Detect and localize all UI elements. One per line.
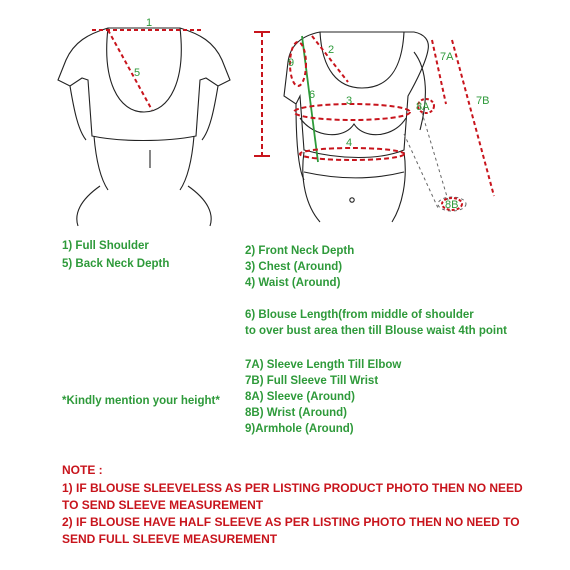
- front-waistband: [304, 172, 404, 178]
- label-full-shoulder: 1: [146, 17, 153, 29]
- legend-waist: 4) Waist (Around): [245, 277, 341, 289]
- legend-wrist: 8B) Wrist (Around): [245, 407, 348, 419]
- blouse-measurement-diagram: [0, 0, 570, 235]
- back-view-figure: [58, 28, 230, 226]
- label-wrist: 8B: [445, 199, 459, 211]
- sleeve-extension: [404, 106, 466, 211]
- label-blouse-length: 6: [309, 89, 316, 101]
- label-armhole: 9: [288, 57, 295, 69]
- sleeve-outline-bottom: [404, 134, 438, 208]
- back-blouse-outline: [58, 28, 230, 141]
- legend-blouse-length: 6) Blouse Length(from middle of shoulder: [245, 309, 474, 321]
- measure-line-front-neck-depth: [312, 36, 348, 82]
- measure-ring-waist: [300, 148, 404, 160]
- legend-full-sleeve: 7B) Full Sleeve Till Wrist: [245, 375, 379, 387]
- back-neckline: [107, 28, 182, 112]
- note-line-2: TO SEND SLEEVE MEASUREMENT: [62, 498, 264, 512]
- note-line-4: SEND FULL SLEEVE MEASUREMENT: [62, 532, 278, 546]
- height-note: *Kindly mention your height*: [62, 395, 220, 407]
- back-torso: [94, 136, 194, 190]
- label-waist: 4: [346, 137, 353, 149]
- label-back-neck-depth: 5: [134, 67, 141, 79]
- sleeve-outline-top: [420, 106, 448, 200]
- note-line-3: 2) IF BLOUSE HAVE HALF SLEEVE AS PER LISTING PHOTO THEN NO NEED TO: [62, 515, 520, 529]
- front-blouse-outline: [284, 32, 428, 158]
- legend-armhole: 9)Armhole (Around): [245, 423, 354, 435]
- legend-sleeve-elbow: 7A) Sleeve Length Till Elbow: [245, 359, 402, 371]
- legend-blouse-length-cont: to over bust area then till Blouse waist 4th point: [245, 325, 507, 337]
- measure-line-back-neck-depth: [108, 30, 152, 110]
- note-line-1: 1) IF BLOUSE SLEEVELESS AS PER LISTING PRODUCT PHOTO THEN NO NEED: [62, 481, 523, 495]
- legend-chest: 3) Chest (Around): [245, 261, 343, 273]
- note-heading: NOTE :: [62, 463, 103, 477]
- navel: [350, 198, 354, 202]
- label-sleeve: 8A: [416, 101, 430, 113]
- legend-full-shoulder: 1) Full Shoulder: [62, 240, 149, 252]
- measure-line-full-sleeve: [452, 40, 494, 196]
- measure-line-sleeve-elbow: [432, 40, 446, 104]
- label-chest: 3: [346, 95, 353, 107]
- front-torso: [303, 152, 405, 222]
- label-sleeve-elbow: 7A: [440, 51, 454, 63]
- legend-back-neck-depth: 5) Back Neck Depth: [62, 258, 170, 270]
- front-neckline: [320, 32, 404, 88]
- back-arm-left: [70, 86, 86, 140]
- legend-front-neck-depth: 2) Front Neck Depth: [245, 245, 355, 257]
- label-full-sleeve: 7B: [476, 95, 490, 107]
- back-arm-right: [202, 86, 218, 140]
- back-skirt: [77, 186, 211, 226]
- label-front-neck-depth: 2: [328, 44, 335, 56]
- legend-sleeve-around: 8A) Sleeve (Around): [245, 391, 355, 403]
